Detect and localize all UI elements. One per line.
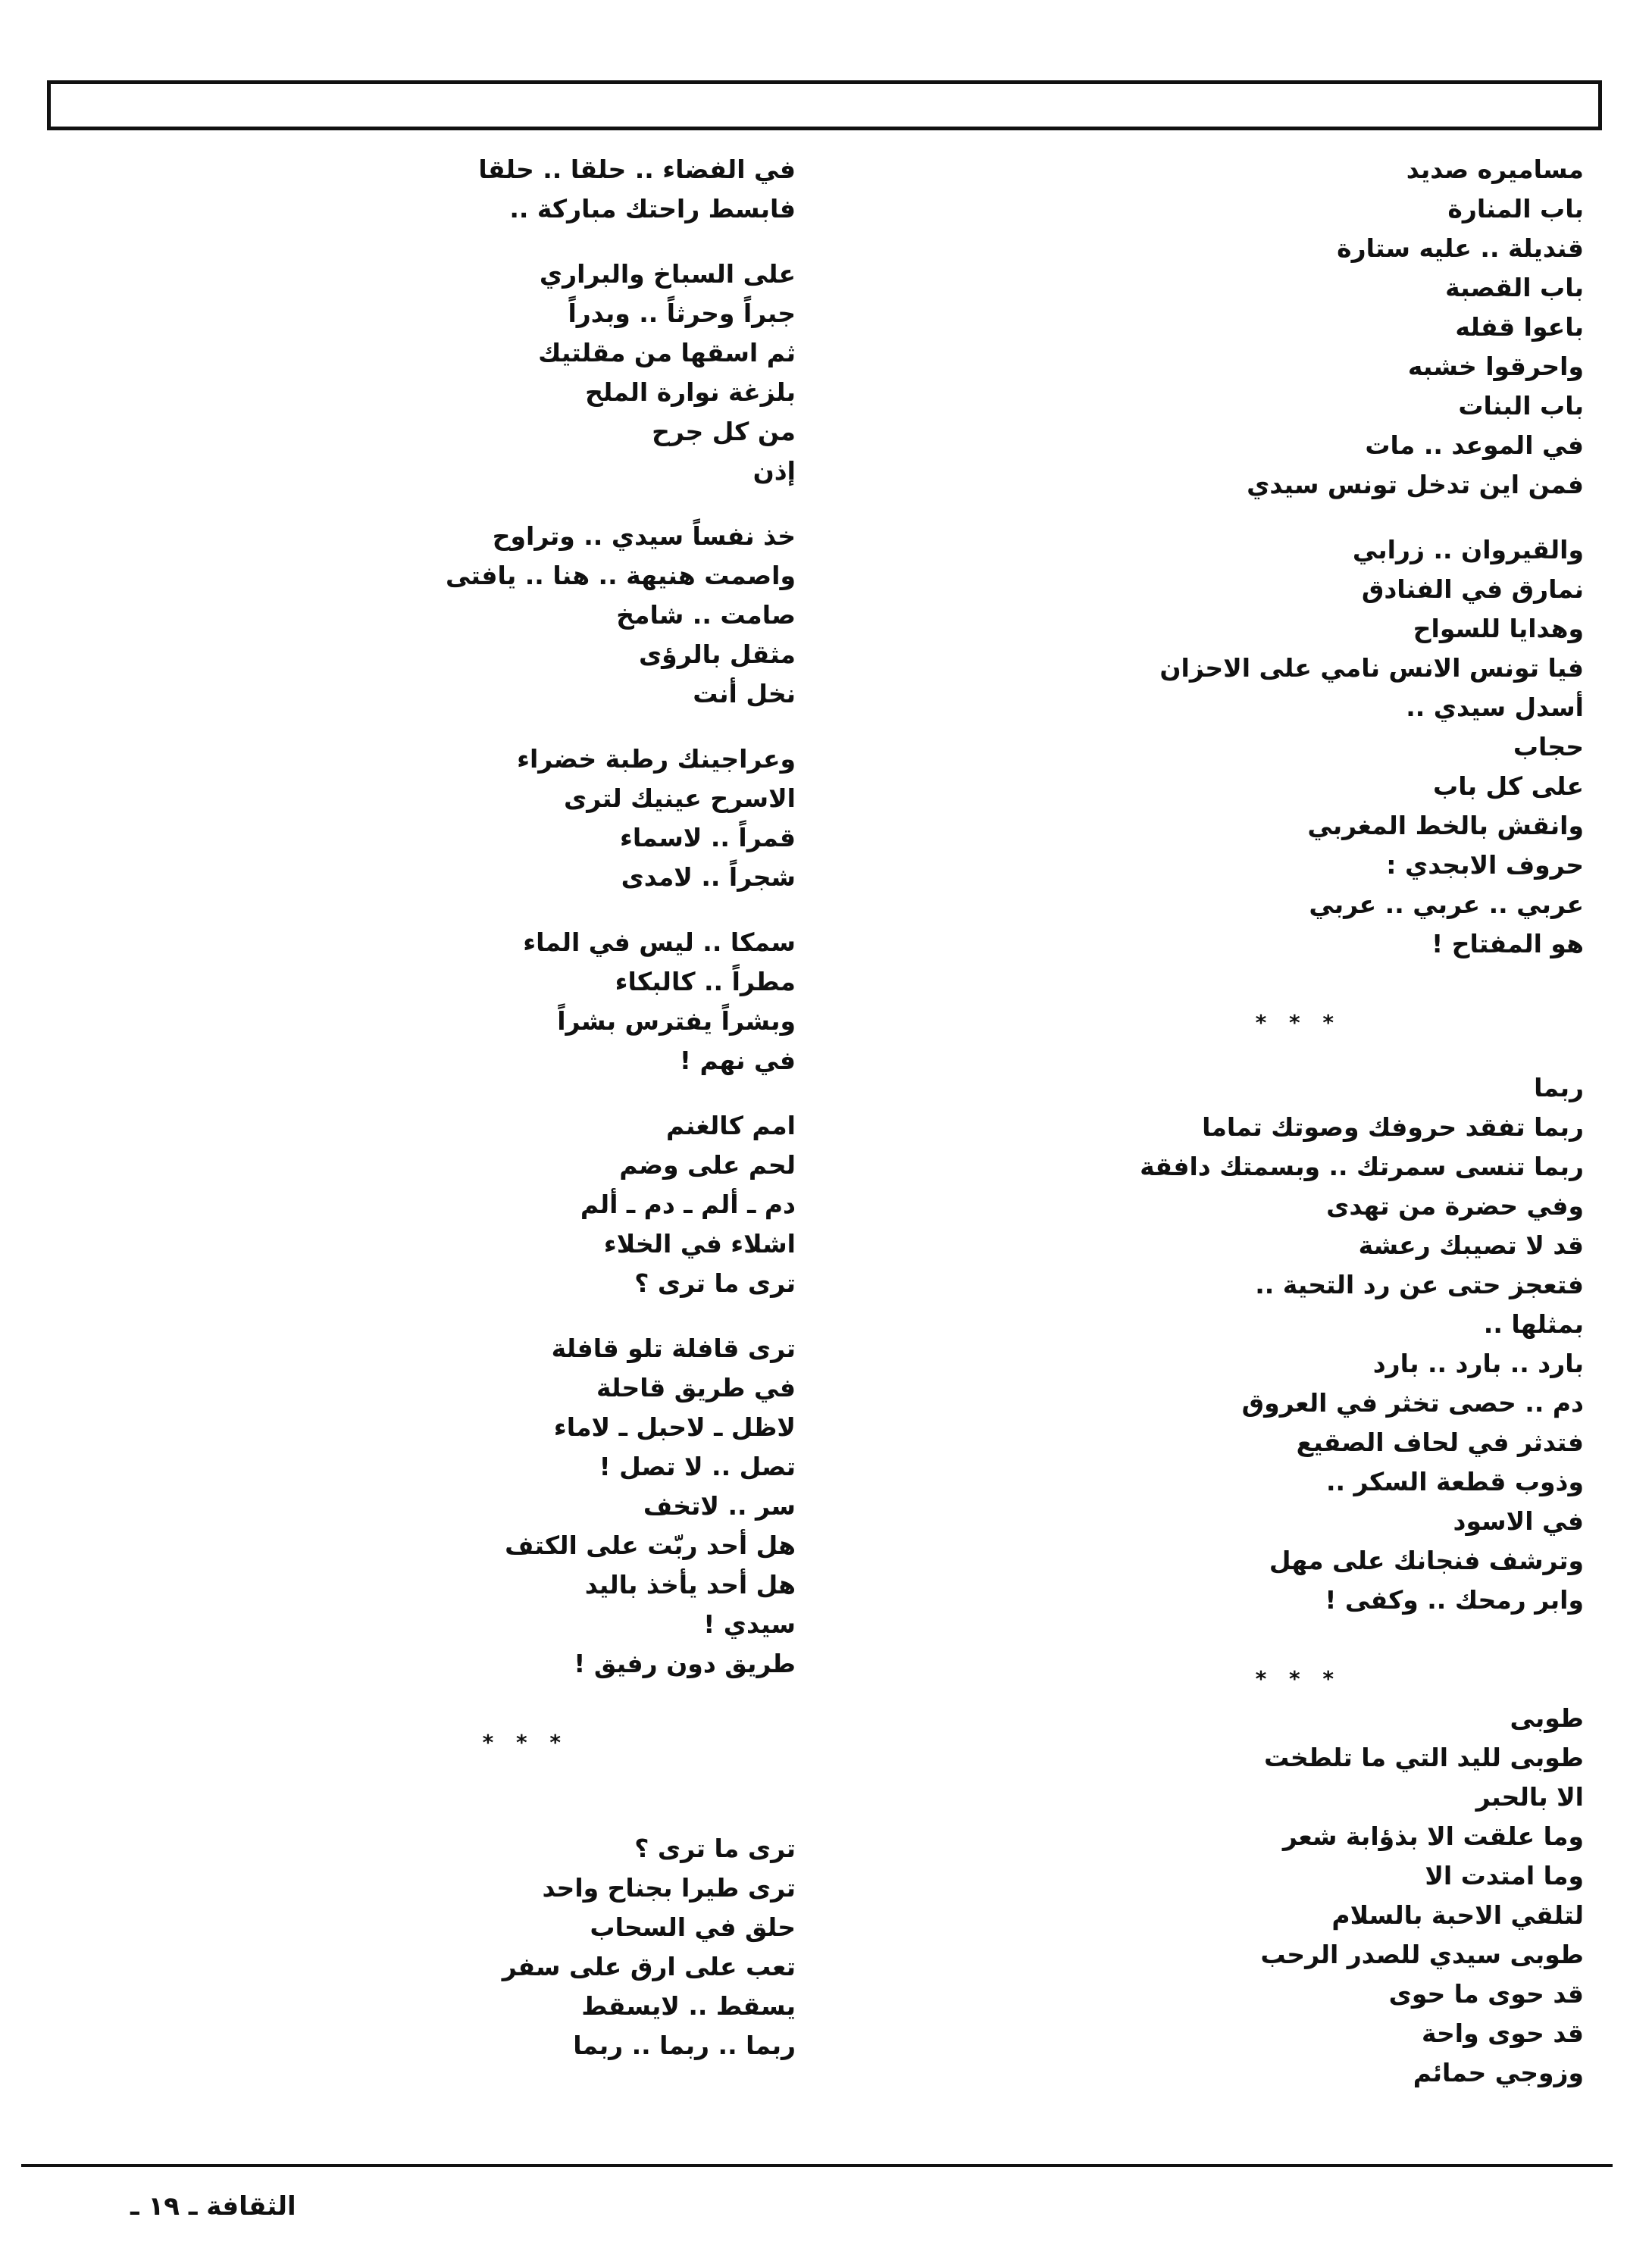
- poem-line: جبراً وحرثاً .. وبدراً: [568, 299, 796, 328]
- poem-line: من كل جرح: [652, 417, 796, 446]
- footer-rule: [21, 2164, 1613, 2167]
- poem-line: وهدايا للسواح: [1413, 614, 1584, 643]
- poem-line: هل أحد ربّت على الكتف: [505, 1531, 796, 1560]
- poem-line: فتعجز حتى عن رد التحية ..: [1255, 1270, 1584, 1299]
- poem-line: هو المفتاح !: [1431, 929, 1584, 958]
- stanza-gap: [826, 1620, 1584, 1659]
- poem-line: وابر رمحك .. وكفى !: [1325, 1585, 1584, 1615]
- poem-line: مثقل بالرؤى: [638, 639, 796, 669]
- poem-line: ربما تنسى سمرتك .. وبسمتك دافقة: [1140, 1152, 1584, 1181]
- poem-line: باب المنارة: [1447, 194, 1584, 224]
- header-box: [47, 80, 1602, 130]
- poem-line: لاظل ـ لاحبل ـ لاماء: [553, 1412, 796, 1442]
- stanza: [114, 1829, 796, 2065]
- poem-line: خذ نفساً سيدي .. وتراوح: [492, 521, 796, 551]
- poem-line: واحرقوا خشبه: [1407, 352, 1584, 381]
- stanza-gap: [114, 1080, 796, 1106]
- stanza: [114, 517, 796, 714]
- right-column: [826, 150, 1584, 2093]
- poem-line: وفي حضرة من تهدى: [1326, 1191, 1584, 1221]
- poem-line: قنديلة .. عليه ستارة: [1337, 233, 1584, 263]
- poem-line: يسقط .. لايسقط: [581, 1991, 796, 2021]
- stanza-gap: [114, 897, 796, 923]
- poem-line: الا بالحبر: [1475, 1782, 1584, 1812]
- poem-line: وما علقت الا بذؤابة شعر: [1282, 1822, 1584, 1851]
- poem-line: قد حوى واحة: [1422, 2019, 1584, 2048]
- poem-line: قد لا تصيبك رعشة: [1358, 1231, 1584, 1260]
- poem-line: حجاب: [1513, 732, 1584, 761]
- poem-line: وبشراً يفترس بشراً: [557, 1006, 796, 1036]
- poem-line: باعوا قفله: [1455, 312, 1584, 342]
- stanza-gap: [114, 1684, 796, 1723]
- poem-line: تعب على ارق على سفر: [502, 1952, 796, 1981]
- stanza: [826, 150, 1584, 505]
- left-column: [114, 150, 796, 2065]
- poem-line: طوبى: [1510, 1703, 1584, 1733]
- stanza: [114, 923, 796, 1080]
- stanza: [826, 1068, 1584, 1620]
- poem-line: وذوب قطعة السكر ..: [1325, 1467, 1584, 1496]
- poem-line: طريق دون رفيق !: [574, 1649, 796, 1678]
- poem-line: ثم اسقها من مقلتيك: [538, 338, 796, 367]
- poem-line: إذن: [752, 456, 796, 486]
- poem-line: بمثلها ..: [1483, 1309, 1584, 1339]
- poem-line: طوبى سيدي للصدر الرحب: [1260, 1940, 1584, 1969]
- stanza: [114, 255, 796, 491]
- stanza-gap: [826, 964, 1584, 1003]
- stanza: [826, 1699, 1584, 2093]
- poem-line: ترى قافلة تلو قافلة: [551, 1334, 796, 1363]
- poem-line: باب البنات: [1458, 391, 1584, 421]
- poem-line: لحم على وضم: [619, 1150, 796, 1180]
- poem-line: بلزغة نوارة الملح: [585, 377, 796, 407]
- poem-line: قد حوى ما حوى: [1388, 1979, 1584, 2009]
- poem-line: في طريق قاحلة: [596, 1373, 796, 1402]
- poem-line: اشلاء في الخلاء: [603, 1229, 796, 1259]
- stanza: [114, 740, 796, 897]
- poem-line: واصمت هنيهة .. هنا .. يافتى: [446, 561, 796, 590]
- poem-line: عربي .. عربي .. عربي: [1309, 890, 1584, 919]
- poem-line: ترى ما ترى ؟: [634, 1268, 796, 1298]
- poem-line: وانقش بالخط المغربي: [1307, 811, 1584, 840]
- stanza-gap: [114, 1303, 796, 1329]
- poem-line: تصل .. لا تصل !: [599, 1452, 796, 1481]
- stanza: [826, 530, 1584, 964]
- poem-line: حروف الابجدي :: [1386, 850, 1584, 880]
- section-separator: * * *: [1255, 1010, 1341, 1035]
- page-number: الثقافة ـ ١٩ ـ: [130, 2191, 296, 2222]
- poem-line: بارد .. بارد .. بارد: [1372, 1349, 1584, 1378]
- poem-line: وترشف فنجانك على مهل: [1269, 1546, 1584, 1575]
- stanza: [114, 1106, 796, 1303]
- stanza: [114, 1329, 796, 1684]
- poem-line: نخل أنت: [693, 679, 796, 708]
- stanza-gap: [826, 505, 1584, 530]
- poem-line: سمكا .. ليس في الماء: [523, 927, 796, 957]
- poem-line: صامت .. شامخ: [616, 600, 796, 630]
- poem-line: مساميره صديد: [1406, 155, 1584, 184]
- poem-line: فابسط راحتك مباركة ..: [509, 194, 796, 224]
- poem-line: نمارق في الفنادق: [1361, 574, 1584, 604]
- poem-line: قمراً .. لاسماء: [619, 823, 796, 852]
- poem-line: امم كالغنم: [665, 1111, 796, 1140]
- section-separator: * * *: [1255, 1666, 1341, 1691]
- poem-line: على كل باب: [1433, 771, 1584, 801]
- poem-line: سر .. لاتخف: [643, 1491, 796, 1521]
- poem-line: ترى ما ترى ؟: [634, 1834, 796, 1863]
- poem-line: وزوجي حمائم: [1413, 2058, 1584, 2087]
- poem-line: على السباخ والبراري: [539, 259, 796, 289]
- poem-line: في الموعد .. مات: [1365, 430, 1584, 460]
- poem-line: في الاسود: [1453, 1506, 1584, 1536]
- poem-line: ترى طيرا بجناح واحد: [542, 1873, 796, 1903]
- stanza-gap: [114, 714, 796, 740]
- poem-line: دم .. حصى تخثر في العروق: [1241, 1388, 1584, 1418]
- poem-line: حلق في السحاب: [590, 1912, 796, 1942]
- poem-line: الاسرح عينيك لترى: [564, 783, 796, 813]
- poem-line: مطراً .. كالبكاء: [615, 967, 796, 996]
- poem-line: باب القصبة: [1445, 273, 1584, 302]
- poem-line: وما امتدت الا: [1425, 1861, 1584, 1890]
- poem-line: في الفضاء .. حلقا .. حلقا: [478, 155, 796, 184]
- poem-line: فمن اين تدخل تونس سيدي: [1247, 470, 1584, 499]
- poem-line: لتلقي الاحبة بالسلام: [1331, 1900, 1584, 1930]
- poem-line: ربما تفقد حروفك وصوتك تماما: [1202, 1112, 1584, 1142]
- poem-line: شجراً .. لامدى: [621, 862, 796, 892]
- poem-line: سيدي !: [703, 1609, 796, 1639]
- poem-line: ربما: [1534, 1073, 1584, 1102]
- section-separator: * * *: [482, 1730, 568, 1755]
- poem-line: طوبى لليد التي ما تلطخت: [1263, 1743, 1584, 1772]
- poem-line: أسدل سيدي ..: [1406, 693, 1584, 722]
- poem-line: في نهم !: [679, 1046, 796, 1075]
- stanza-gap: [114, 491, 796, 517]
- poem-line: دم ـ ألم ـ دم ـ ألم: [580, 1190, 796, 1219]
- stanza: [114, 150, 796, 229]
- poem-line: فتدثر في لحاف الصقيع: [1296, 1428, 1584, 1457]
- poem-line: هل أحد يأخذ باليد: [584, 1570, 796, 1599]
- poem-line: ربما .. ربما .. ربما: [573, 2031, 796, 2060]
- poem-line: وعراجينك رطبة خضراء: [517, 744, 796, 774]
- poem-line: والقيروان .. زرابي: [1352, 535, 1584, 564]
- stanza-gap: [114, 1762, 796, 1829]
- stanza-gap: [826, 1043, 1584, 1068]
- stanza-gap: [114, 229, 796, 255]
- poem-line: فيا تونس الانس نامي على الاحزان: [1159, 653, 1584, 683]
